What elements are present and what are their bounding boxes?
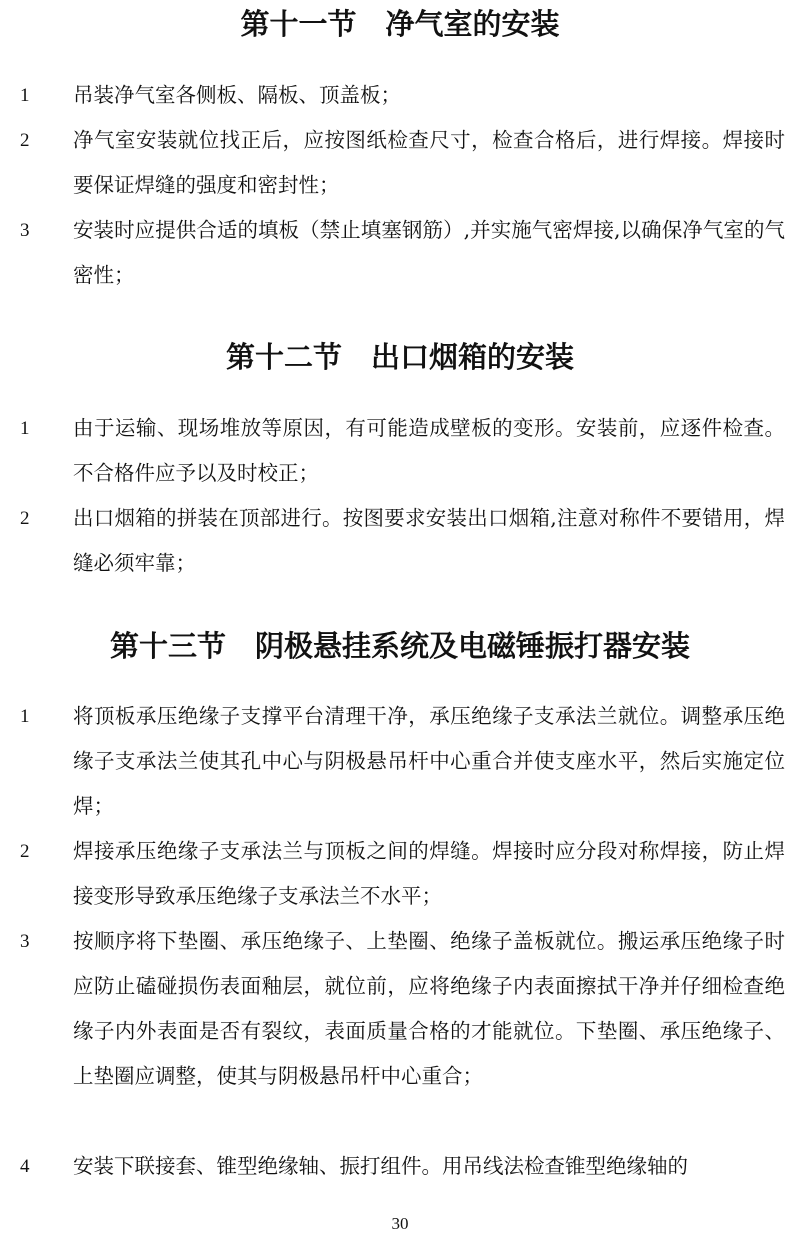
item-text: 按顺序将下垫圈、承压绝缘子、上垫圈、绝缘子盖板就位。搬运承压绝缘子时应防止磕碰损伤表面釉层，就位前，应将绝缘子内表面擦拭干净并仔细检查绝缘子内外表面是否有裂纹，表面质量合格的才能就位。下垫圈、承压绝缘子、上垫圈应调整，使其与阴极悬吊杆中心重合； — [73, 929, 785, 1088]
item-text: 由于运输、现场堆放等原因，有可能造成壁板的变形。安装前，应逐件检查。不合格件应予以及时校正； — [73, 416, 785, 485]
section-heading-11: 第十一节 净气室的安装 — [240, 7, 560, 41]
item-text: 将顶板承压绝缘子支撑平台清理干净，承压绝缘子支承法兰就位。调整承压绝缘子支承法兰使其孔中心与阴极悬吊杆中心重合并使支座水平，然后实施定位焊； — [73, 704, 785, 818]
section-heading-12: 第十二节 出口烟箱的安装 — [225, 340, 574, 374]
item-number: 1 — [20, 418, 30, 439]
item-number: 2 — [20, 508, 30, 529]
section-heading-13: 第十三节 阴极悬挂系统及电磁锤振打器安装 — [109, 629, 690, 663]
item-text: 吊装净气室各侧板、隔板、顶盖板； — [73, 83, 401, 107]
item-text: 出口烟箱的拼装在顶部进行。按图要求安装出口烟箱,注意对称件不要错用，焊缝必须牢靠； — [73, 506, 785, 575]
item-text: 净气室安装就位找正后，应按图纸检查尺寸，检查合格后，进行焊接。焊接时要保证焊缝的强度和密封性； — [73, 128, 785, 197]
item-number: 3 — [20, 220, 30, 241]
item-number: 2 — [20, 130, 30, 151]
item-number: 1 — [20, 85, 30, 106]
item-number: 4 — [20, 1156, 30, 1177]
item-number: 1 — [20, 706, 30, 727]
item-number: 3 — [20, 931, 30, 952]
item-text: 安装下联接套、锥型绝缘轴、振打组件。用吊线法检查锥型绝缘轴的 — [73, 1154, 688, 1178]
item-text: 安装时应提供合适的填板（禁止填塞钢筋）,并实施气密焊接,以确保净气室的气密性； — [73, 218, 785, 287]
item-number: 2 — [20, 841, 30, 862]
page-number: 30 — [391, 1214, 409, 1233]
item-text: 焊接承压绝缘子支承法兰与顶板之间的焊缝。焊接时应分段对称焊接，防止焊接变形导致承压绝缘子支承法兰不水平； — [73, 839, 785, 908]
